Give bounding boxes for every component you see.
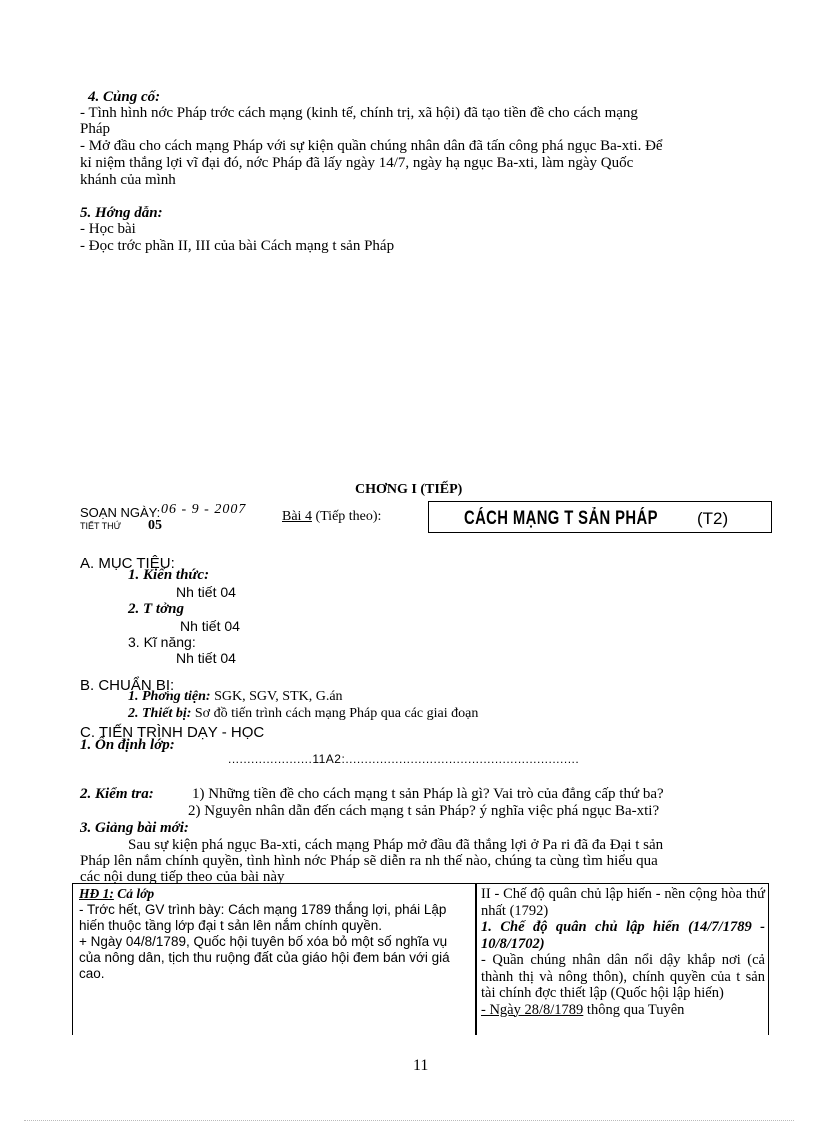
section4-heading: 4. Củng cố: bbox=[88, 89, 161, 105]
right-paragraph: - Quần chúng nhân dân nổi dậy khắp nơi (cả thành thị và nông thôn), chính quyền của t sản tài chính đợc thiết lập (Quốc hội lập hiến) bbox=[481, 952, 765, 1001]
part-b-p2 bbox=[128, 706, 478, 721]
soan-ngay-value: 06 - 9 - 2007 bbox=[161, 502, 247, 517]
table-left-cell bbox=[79, 886, 471, 982]
tiet-thu-value: 05 bbox=[148, 518, 162, 533]
part-b-p1-value: SGK, SGV, STK, G.án bbox=[210, 689, 343, 704]
bai-heading bbox=[282, 509, 381, 525]
right-date: - Ngày 28/8/1789 bbox=[481, 1001, 584, 1018]
lesson-table bbox=[72, 883, 769, 1035]
class-line: ......................11A2:............................................................. bbox=[228, 752, 580, 766]
section4-line: Pháp bbox=[80, 121, 110, 137]
part-a-k1-value: Nh tiết 04 bbox=[176, 584, 236, 600]
part-a-k1: 1. Kiến thức: bbox=[128, 567, 210, 583]
hd-heading bbox=[79, 886, 471, 902]
left-paragraph: + Ngày 04/8/1789, Quốc hội tuyên bố xóa bỏ một số nghĩa vụ của nông dân, tịch thu ruộng đất của giáo hội đem bán với giá cao. bbox=[79, 934, 450, 981]
part-b-heading: B. CHUẨN BỊ: bbox=[80, 677, 175, 694]
hd-title: Cả lớp bbox=[113, 886, 155, 901]
part-b-p2-value: Sơ đồ tiến trình cách mạng Pháp qua các giai đoạn bbox=[191, 706, 479, 721]
table-right-cell bbox=[481, 886, 765, 1018]
hd-label: HĐ 1: bbox=[79, 886, 114, 901]
column-divider bbox=[475, 884, 477, 1035]
intro-line: Pháp lên nắm chính quyền, tình hình nớc Pháp sẽ diễn ra nh thế nào, chúng ta cùng tìm hiểu qua bbox=[80, 853, 658, 869]
intro-line: Sau sự kiện phá ngục Ba-xti, cách mạng Pháp mở đầu đã thắng lợi ở Pa ri đã đa Đại t sản bbox=[128, 837, 664, 853]
part-b-p2-label: 2. Thiết bị: bbox=[128, 706, 192, 721]
section4-line: kỉ niệm thắng lợi vĩ đại đó, nớc Pháp đã lấy ngày 14/7, ngày hạ ngục Ba-xti, làm ngày Quốc bbox=[80, 155, 634, 171]
kiem-tra-label: 2. Kiểm tra: bbox=[80, 786, 154, 802]
section4-line: - Tình hình nớc Pháp trớc cách mạng (kinh tế, chính trị, xã hội) đã tạo tiền đề cho cách mạng bbox=[80, 105, 638, 121]
on-dinh-lop: 1. Ổn định lớp: bbox=[80, 737, 175, 753]
kiem-tra-q2: 2) Nguyên nhân dẫn đến cách mạng t sản Pháp? ý nghĩa việc phá ngục Ba-xti? bbox=[188, 803, 660, 819]
lesson-title: CÁCH MẠNG T SẢN PHÁP bbox=[464, 508, 658, 529]
part-b-p1 bbox=[128, 689, 343, 704]
part-a-heading: A. MỤC TIÊU: bbox=[80, 555, 175, 572]
section5-line: - Học bài bbox=[80, 221, 136, 237]
right-heading: II - Chế độ quân chủ lập hiến - nền cộng hòa thứ nhất (1792) bbox=[481, 886, 765, 919]
tiet-thu-label: TIẾT THỨ bbox=[80, 521, 122, 531]
part-a-k3: 3. Kĩ năng: bbox=[128, 634, 196, 650]
part-a-k2: 2. T tởng bbox=[128, 601, 184, 617]
right-paragraph-last bbox=[481, 1002, 765, 1019]
soan-ngay-label: SOẠN NGÀY: bbox=[80, 505, 161, 520]
intro-line: các nội dung tiếp theo của bài này bbox=[80, 869, 285, 885]
bai-label: Bài 4 bbox=[282, 509, 312, 524]
section5-line: - Đọc trớc phần II, III của bài Cách mạng t sản Pháp bbox=[80, 238, 395, 254]
section5-heading: 5. Hớng dẫn: bbox=[80, 205, 163, 221]
part-a-k2-value: Nh tiết 04 bbox=[180, 618, 240, 634]
lesson-part: (T2) bbox=[697, 509, 729, 528]
bai-suffix: (Tiếp theo): bbox=[311, 509, 382, 524]
lesson-title-box bbox=[428, 501, 772, 533]
page-number: 11 bbox=[413, 1057, 429, 1074]
footer-divider bbox=[24, 1120, 794, 1121]
kiem-tra-q1: 1) Những tiền đề cho cách mạng t sản Pháp là gì? Vai trò của đẳng cấp thứ ba? bbox=[192, 786, 664, 802]
left-paragraph: - Trớc hết, GV trình bày: Cách mạng 1789 thắng lợi, phái Lập hiến thuộc tầng lớp đại t sản lên nắm chính quyền. bbox=[79, 902, 447, 933]
section4-line: - Mở đầu cho cách mạng Pháp với sự kiện quần chúng nhân dân đã tấn công phá ngục Ba-xti. Để bbox=[80, 138, 663, 154]
part-b-p1-label: 1. Phơng tiện: bbox=[128, 689, 211, 704]
giang-bai-label: 3. Giảng bài mới: bbox=[80, 820, 189, 836]
right-subheading: 1. Chế độ quân chủ lập hiến (14/7/1789 - 10/8/1702) bbox=[481, 919, 765, 952]
right-rest: thông qua Tuyên bbox=[583, 1001, 685, 1018]
part-a-k3-value: Nh tiết 04 bbox=[176, 650, 236, 666]
section4-line: khánh của mình bbox=[80, 172, 176, 188]
part-c-heading: C. TIẾN TRÌNH DẠY - HỌC bbox=[80, 724, 265, 741]
chapter-title: CHƠNG I (TIẾP) bbox=[355, 482, 463, 497]
